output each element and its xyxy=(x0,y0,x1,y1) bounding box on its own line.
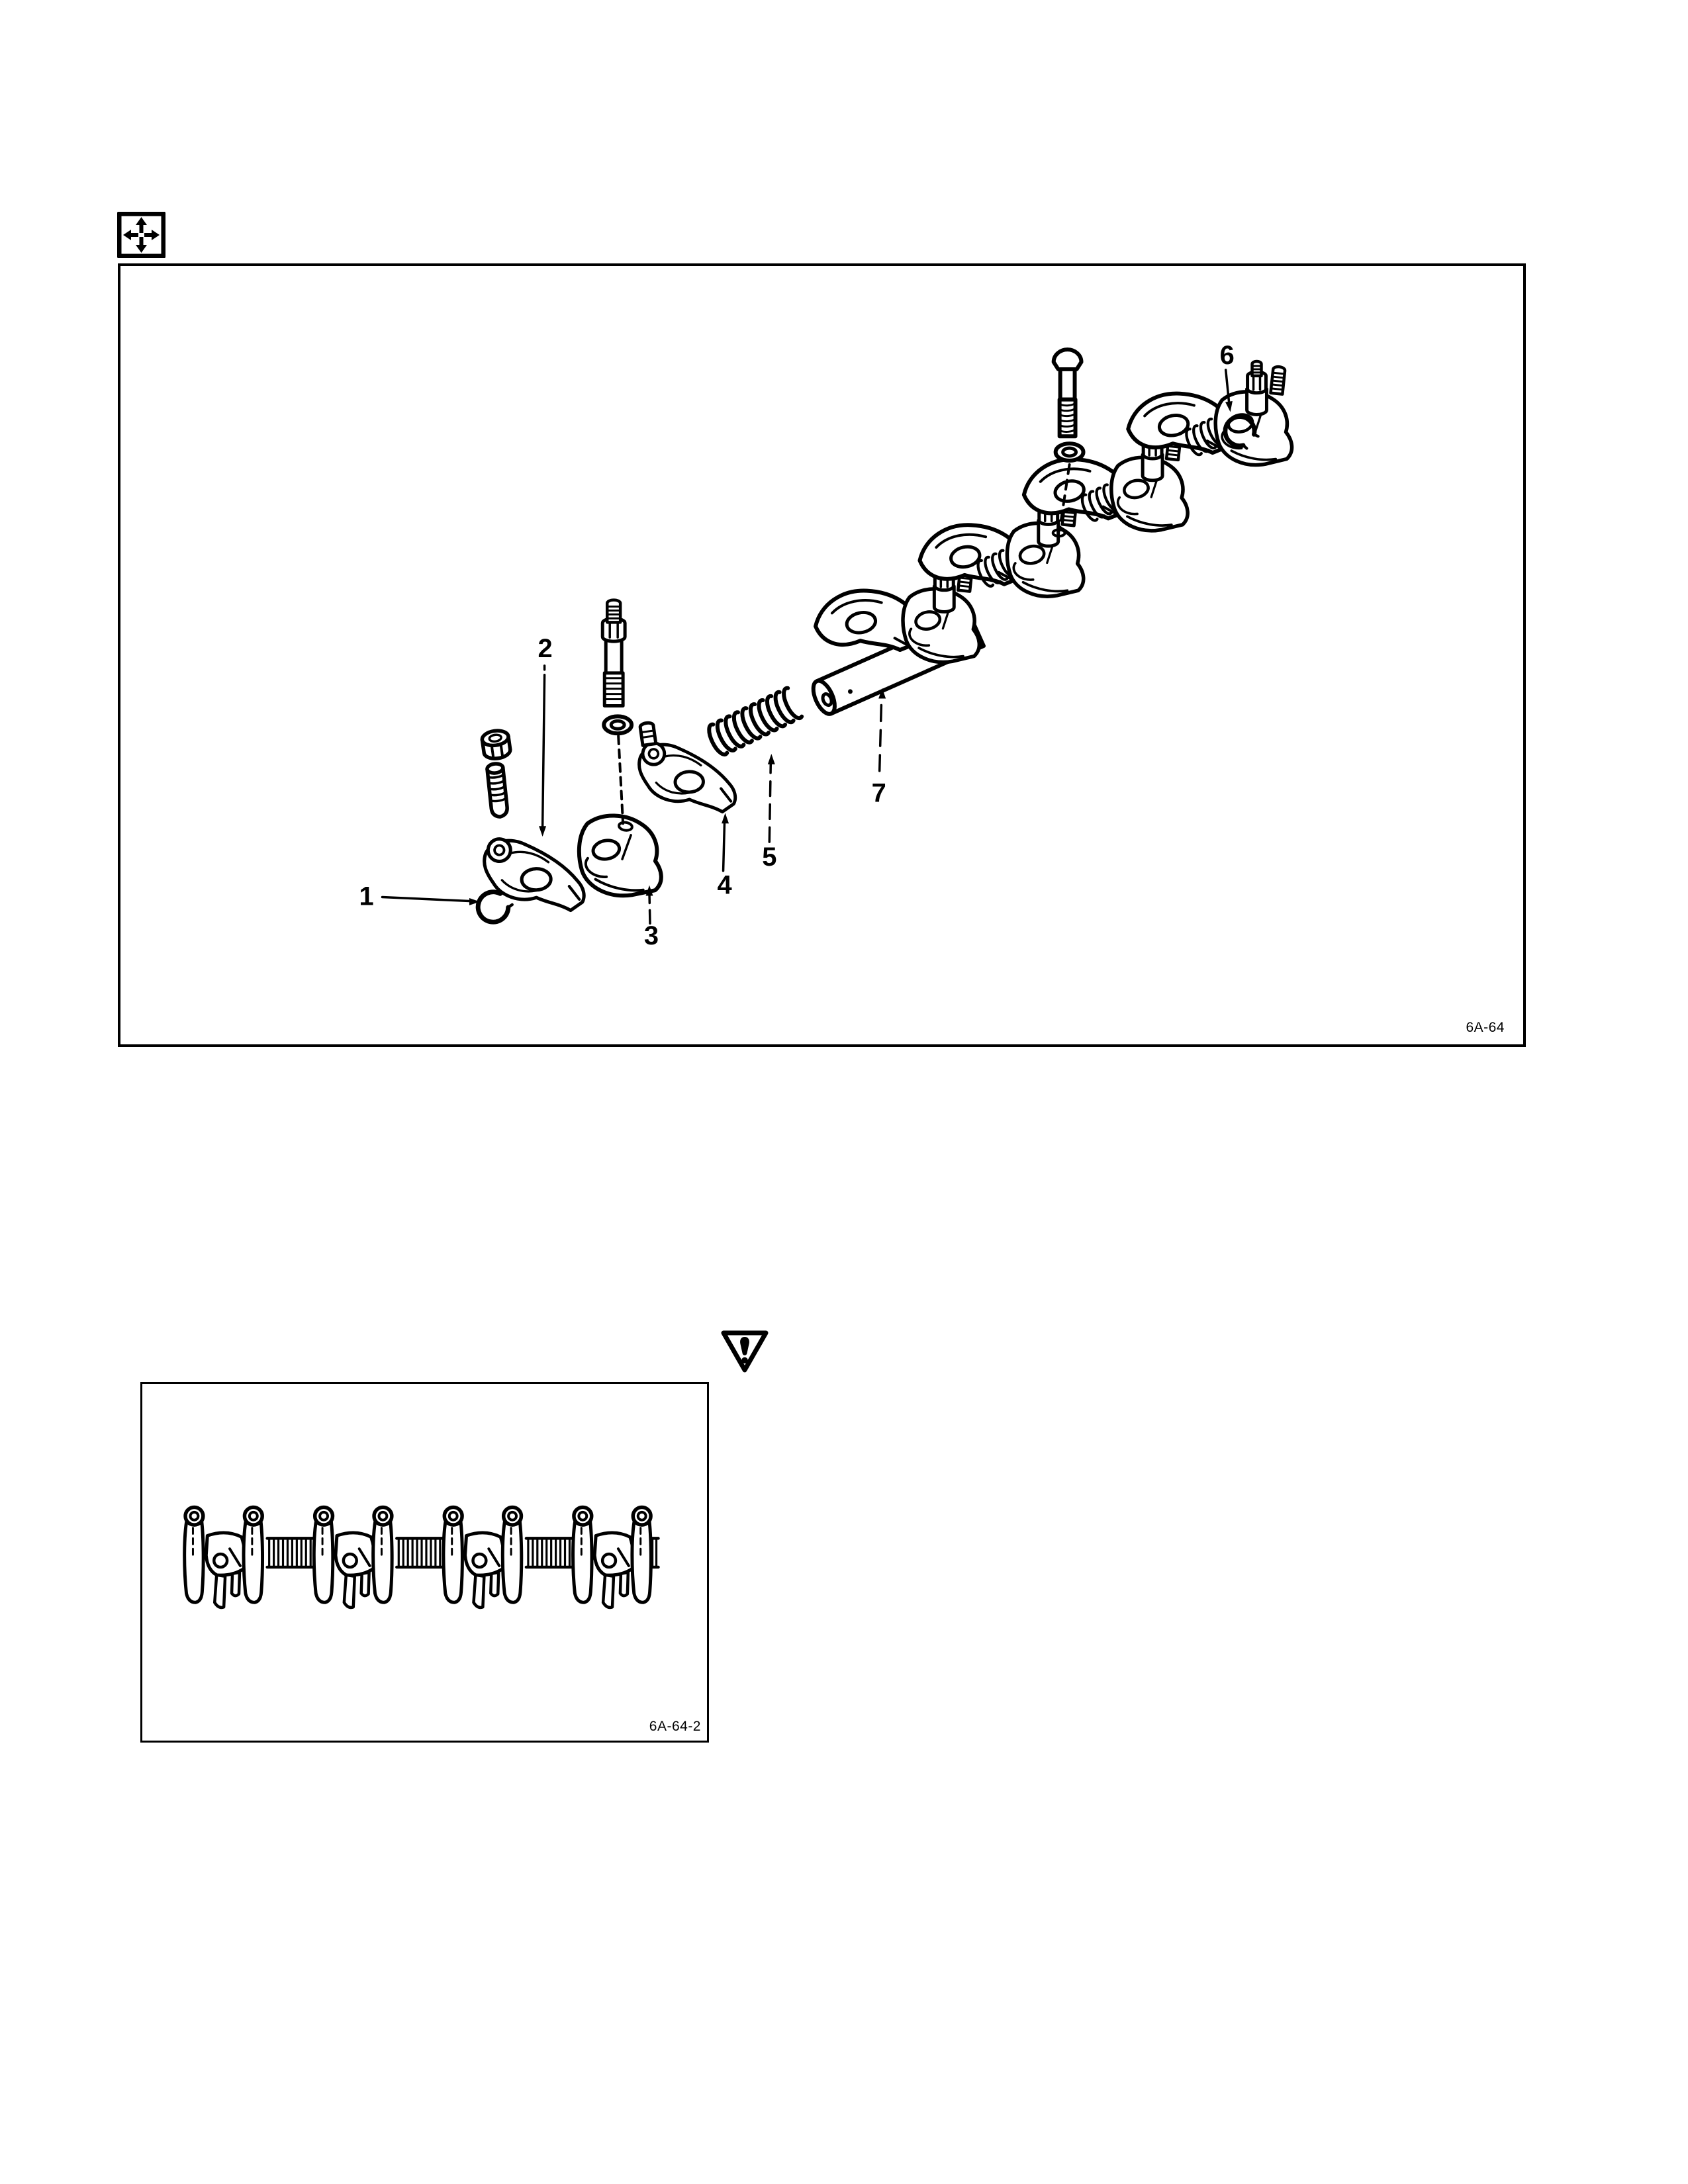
rocker-arm-front xyxy=(478,837,591,912)
callout-1-number: 1 xyxy=(359,882,374,911)
stud-assembly-line xyxy=(618,736,623,823)
callout-4 xyxy=(717,813,731,899)
warning-icon xyxy=(720,1328,769,1375)
shaft-thread-segment xyxy=(267,1538,318,1567)
shaft-thread-segment xyxy=(397,1538,447,1567)
rocker-group xyxy=(573,1507,651,1608)
lock-nut xyxy=(481,729,511,760)
stud-washer xyxy=(604,716,632,733)
move-icon-arrows xyxy=(123,217,160,253)
mounting-stud xyxy=(602,600,625,706)
shaft-thread-segment xyxy=(526,1538,577,1567)
callout-7-number: 7 xyxy=(871,778,886,808)
figure-label: 6A-64-2 xyxy=(649,1719,701,1734)
callout-5-number: 5 xyxy=(762,842,777,872)
rocker-arm-spring xyxy=(705,688,802,757)
rocker-group xyxy=(185,1507,263,1608)
rocker-group xyxy=(314,1507,392,1608)
callout-4-number: 4 xyxy=(717,870,732,900)
callout-2-number: 2 xyxy=(538,634,553,663)
rocker-arm-screw-stub xyxy=(639,722,655,745)
callout-3-number: 3 xyxy=(643,921,659,951)
bolt-washer xyxy=(1056,443,1084,461)
callout-2 xyxy=(538,634,552,837)
figure-label: 6A-64 xyxy=(1466,1020,1505,1035)
callout-6-number: 6 xyxy=(1219,341,1235,370)
move-icon xyxy=(117,212,165,258)
exploded-view-figure xyxy=(118,263,1526,1047)
callout-7 xyxy=(872,688,886,808)
callout-5 xyxy=(762,754,776,872)
bracket-bolt xyxy=(1054,349,1082,436)
adjusting-screw xyxy=(487,763,508,818)
assembled-view-figure xyxy=(140,1382,709,1743)
rocker-group xyxy=(444,1507,522,1608)
callout-3 xyxy=(644,886,659,950)
callout-1 xyxy=(359,882,480,911)
shaft-bracket-exploded xyxy=(573,811,669,901)
